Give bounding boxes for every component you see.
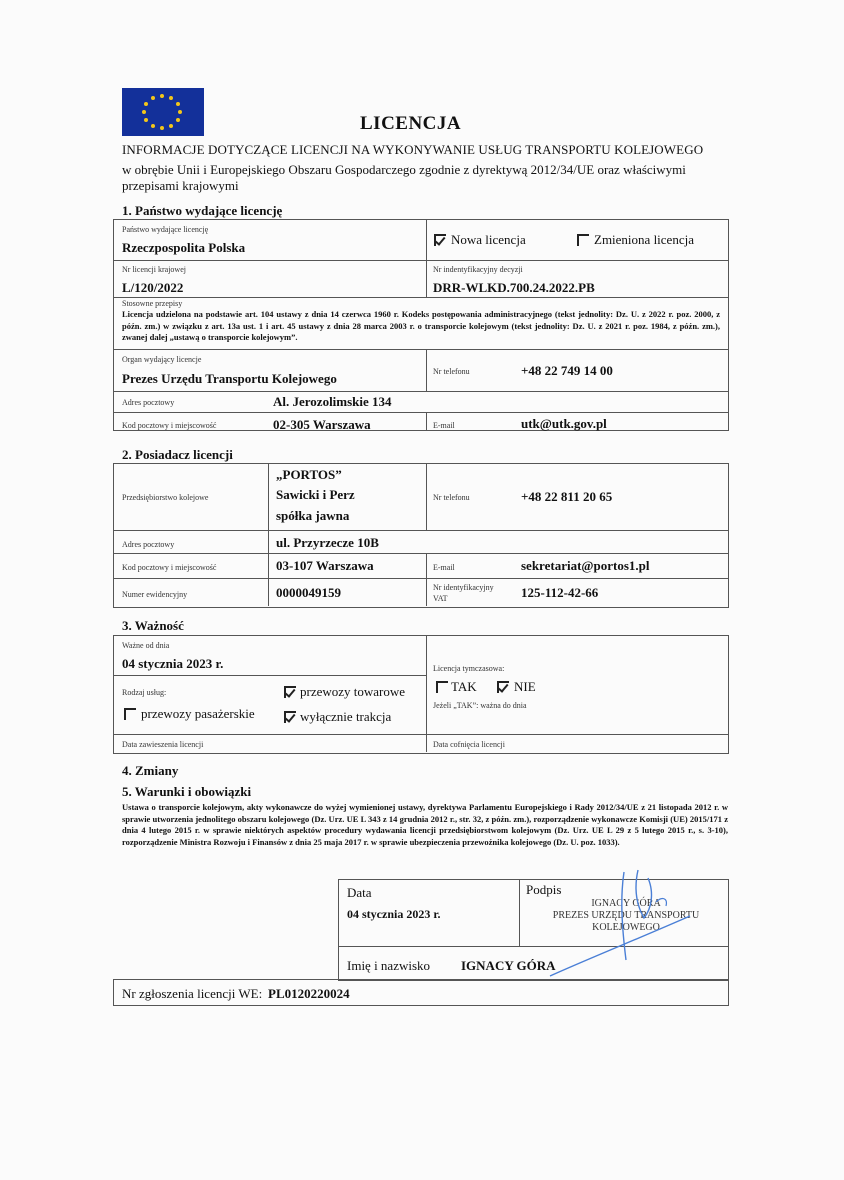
- stamp-line2: PREZES URZĘDU TRANSPORTU: [552, 910, 700, 921]
- passenger-checkbox[interactable]: [124, 708, 136, 720]
- valid-from-value: 04 stycznia 2023 r.: [122, 656, 224, 671]
- holder-email-value: sekretariat@portos1.pl: [521, 558, 650, 573]
- name-value: IGNACY GÓRA: [461, 958, 556, 973]
- divider: [113, 734, 729, 735]
- authority-email-label: E-mail: [433, 421, 455, 430]
- section1-heading: 1. Państwo wydające licencję: [122, 203, 283, 218]
- sign-label: Podpis: [526, 882, 562, 897]
- vat-label-2: VAT: [433, 594, 448, 603]
- intro-text: w obrębie Unii i Europejskiego Obszaru Gospodarczego zgodnie z dyrektywą 2012/34/UE oraz właściwymi przepisami krajowymi: [122, 162, 686, 193]
- stamp-line1: IGNACY GÓRA: [591, 898, 661, 909]
- name-label: Imię i nazwisko: [347, 958, 431, 973]
- new-licence-label: Nowa licencja: [451, 232, 526, 247]
- company-line3: spółka jawna: [276, 508, 350, 523]
- new-licence-checkbox[interactable]: [434, 234, 446, 246]
- record-value: 0000049159: [276, 585, 341, 600]
- decision-id-value: DRR-WLKD.700.24.2022.PB: [433, 280, 595, 295]
- authority-address-value: Al. Jerozolimskie 134: [273, 394, 392, 409]
- nie-label: NIE: [514, 679, 536, 694]
- passenger-label: przewozy pasażerskie: [141, 706, 255, 721]
- authority-postcode-value: 02-305 Warszawa: [273, 417, 371, 432]
- authority-phone-value: +48 22 749 14 00: [521, 363, 613, 378]
- divider: [113, 412, 729, 413]
- authority-label: Organ wydający licencje: [122, 355, 202, 364]
- section3-table: [113, 635, 729, 754]
- national-no-label: Nr licencji krajowej: [122, 265, 186, 274]
- date-label: Data: [347, 885, 372, 900]
- tak-label: TAK: [451, 679, 477, 694]
- service-type-label: Rodzaj usług:: [122, 688, 167, 697]
- legal-label: Stosowne przepisy: [122, 299, 183, 308]
- holder-postcode-value: 03-107 Warszawa: [276, 558, 374, 573]
- company-line1: „PORTOS”: [276, 467, 342, 482]
- we-label: Nr zgłoszenia licencji WE:: [122, 986, 263, 1001]
- company-line2: Sawicki i Perz: [276, 487, 355, 502]
- page-subtitle: INFORMACJE DOTYCZĄCE LICENCJI NA WYKONYWANIE USŁUG TRANSPORTU KOLEJOWEGO: [122, 142, 704, 157]
- section4-heading: 4. Zmiany: [122, 763, 179, 778]
- holder-email-label: E-mail: [433, 563, 455, 572]
- state-label: Państwo wydające licencję: [122, 225, 209, 234]
- divider: [113, 297, 729, 298]
- section5-heading: 5. Warunki i obowiązki: [122, 784, 252, 799]
- revocation-label: Data cofnięcia licencji: [433, 740, 505, 749]
- divider: [113, 675, 426, 676]
- divider: [113, 349, 729, 350]
- tak-note: Jeżeli „TAK”: ważna do dnia: [433, 701, 527, 710]
- company-label: Przedsiębiorstwo kolejowe: [122, 493, 209, 502]
- national-no-value: L/120/2022: [122, 280, 184, 295]
- eu-flag-logo: [122, 88, 204, 136]
- divider: [426, 412, 427, 430]
- we-value: PL0120220024: [268, 986, 350, 1001]
- authority-email-value: utk@utk.gov.pl: [521, 416, 607, 431]
- section2-heading: 2. Posiadacz licencji: [122, 447, 233, 462]
- section2-table: [113, 463, 729, 608]
- divider: [113, 391, 729, 392]
- valid-from-label: Ważne od dnia: [122, 641, 170, 650]
- divider: [426, 635, 427, 752]
- legal-text: Licencja udzielona na podstawie art. 104 ustawy z dnia 14 czerwca 1960 r. Kodeks postępowania administracyjnego (tekst jednolity: Dz. U. z 2022 r. poz. 2000, z późn. zm.) w związku z art. 13a ust. 1 i art. 45 ustawy z dnia 28 marca 2003 r. o transporcie kolejowym (tekst jednolity: Dz. U. z 2021 r. poz. 1984, z późn. zm.), zwanej dalej „ustawą o transporcie kolejowym”.: [122, 309, 720, 342]
- temp-licence-label: Licencja tymczasowa:: [433, 664, 505, 673]
- holder-phone-label: Nr telefonu: [433, 493, 470, 502]
- state-value: Rzeczpospolita Polska: [122, 240, 246, 255]
- divider: [426, 463, 427, 530]
- changed-licence-checkbox[interactable]: [577, 234, 589, 246]
- freight-checkbox[interactable]: [284, 686, 296, 698]
- divider: [113, 260, 729, 261]
- holder-address-label: Adres pocztowy: [122, 540, 175, 549]
- stamp-line3: KOLEJOWEGO: [592, 922, 660, 933]
- traction-label: wyłącznie trakcja: [300, 709, 392, 724]
- section3-heading: 3. Ważność: [122, 618, 184, 633]
- divider: [113, 553, 729, 554]
- holder-phone-value: +48 22 811 20 65: [521, 489, 613, 504]
- divider: [113, 530, 729, 531]
- traction-checkbox[interactable]: [284, 711, 296, 723]
- holder-postcode-label: Kod pocztowy i miejscowość: [122, 563, 217, 572]
- decision-id-label: Nr indentyfikacyjny decyzji: [433, 265, 523, 274]
- suspension-label: Data zawieszenia licencji: [122, 740, 204, 749]
- nie-checkbox[interactable]: [497, 681, 509, 693]
- changed-licence-label: Zmieniona licencja: [594, 232, 694, 247]
- divider: [426, 349, 427, 391]
- holder-address-value: ul. Przyrzecze 10B: [276, 535, 379, 550]
- divider: [113, 578, 729, 579]
- conditions-text: Ustawa o transporcie kolejowym, akty wykonawcze do wyżej wymienionej ustawy, dyrektywa Parlamentu Europejskiego i Rady 2012/34/UE z 21 listopada 2012 r. w sprawie utworzenia jednolitego obszaru kolejowego (Dz. Urz. UE L 343 z 14 grudnia 2012 r., str. 32, z późn. zm.), rozporządzenie wykonawcze Komisji (UE) 2015/171 z dnia 4 lutego 2015 r. w sprawie niektórych aspektów procedury wydawania licencji przedsiębiorstwom kolejowym (Dz. Urz. UE L 29 z 5 lutego 2015 r., s. 3-10), rozporządzenie Ministra Rozwoju i Finansów z dnia 25 maja 2017 r. w sprawie ubezpieczenia przewoźnika kolejowego (Dz. U. poz. 1033).: [122, 802, 728, 847]
- page-title: LICENCJA: [360, 113, 462, 134]
- tak-checkbox[interactable]: [436, 681, 448, 693]
- record-label: Numer ewidencyjny: [122, 590, 188, 599]
- freight-label: przewozy towarowe: [300, 684, 406, 699]
- date-value: 04 stycznia 2023 r.: [347, 907, 441, 921]
- authority-address-label: Adres pocztowy: [122, 398, 175, 407]
- authority-postcode-label: Kod pocztowy i miejscowość: [122, 421, 217, 430]
- divider: [426, 219, 427, 297]
- divider: [268, 463, 269, 606]
- authority-value: Prezes Urzędu Transportu Kolejowego: [122, 371, 337, 386]
- vat-value: 125-112-42-66: [521, 585, 599, 600]
- authority-phone-label: Nr telefonu: [433, 367, 470, 376]
- divider: [426, 553, 427, 606]
- vat-label-1: Nr identyfikacyjny: [433, 583, 494, 592]
